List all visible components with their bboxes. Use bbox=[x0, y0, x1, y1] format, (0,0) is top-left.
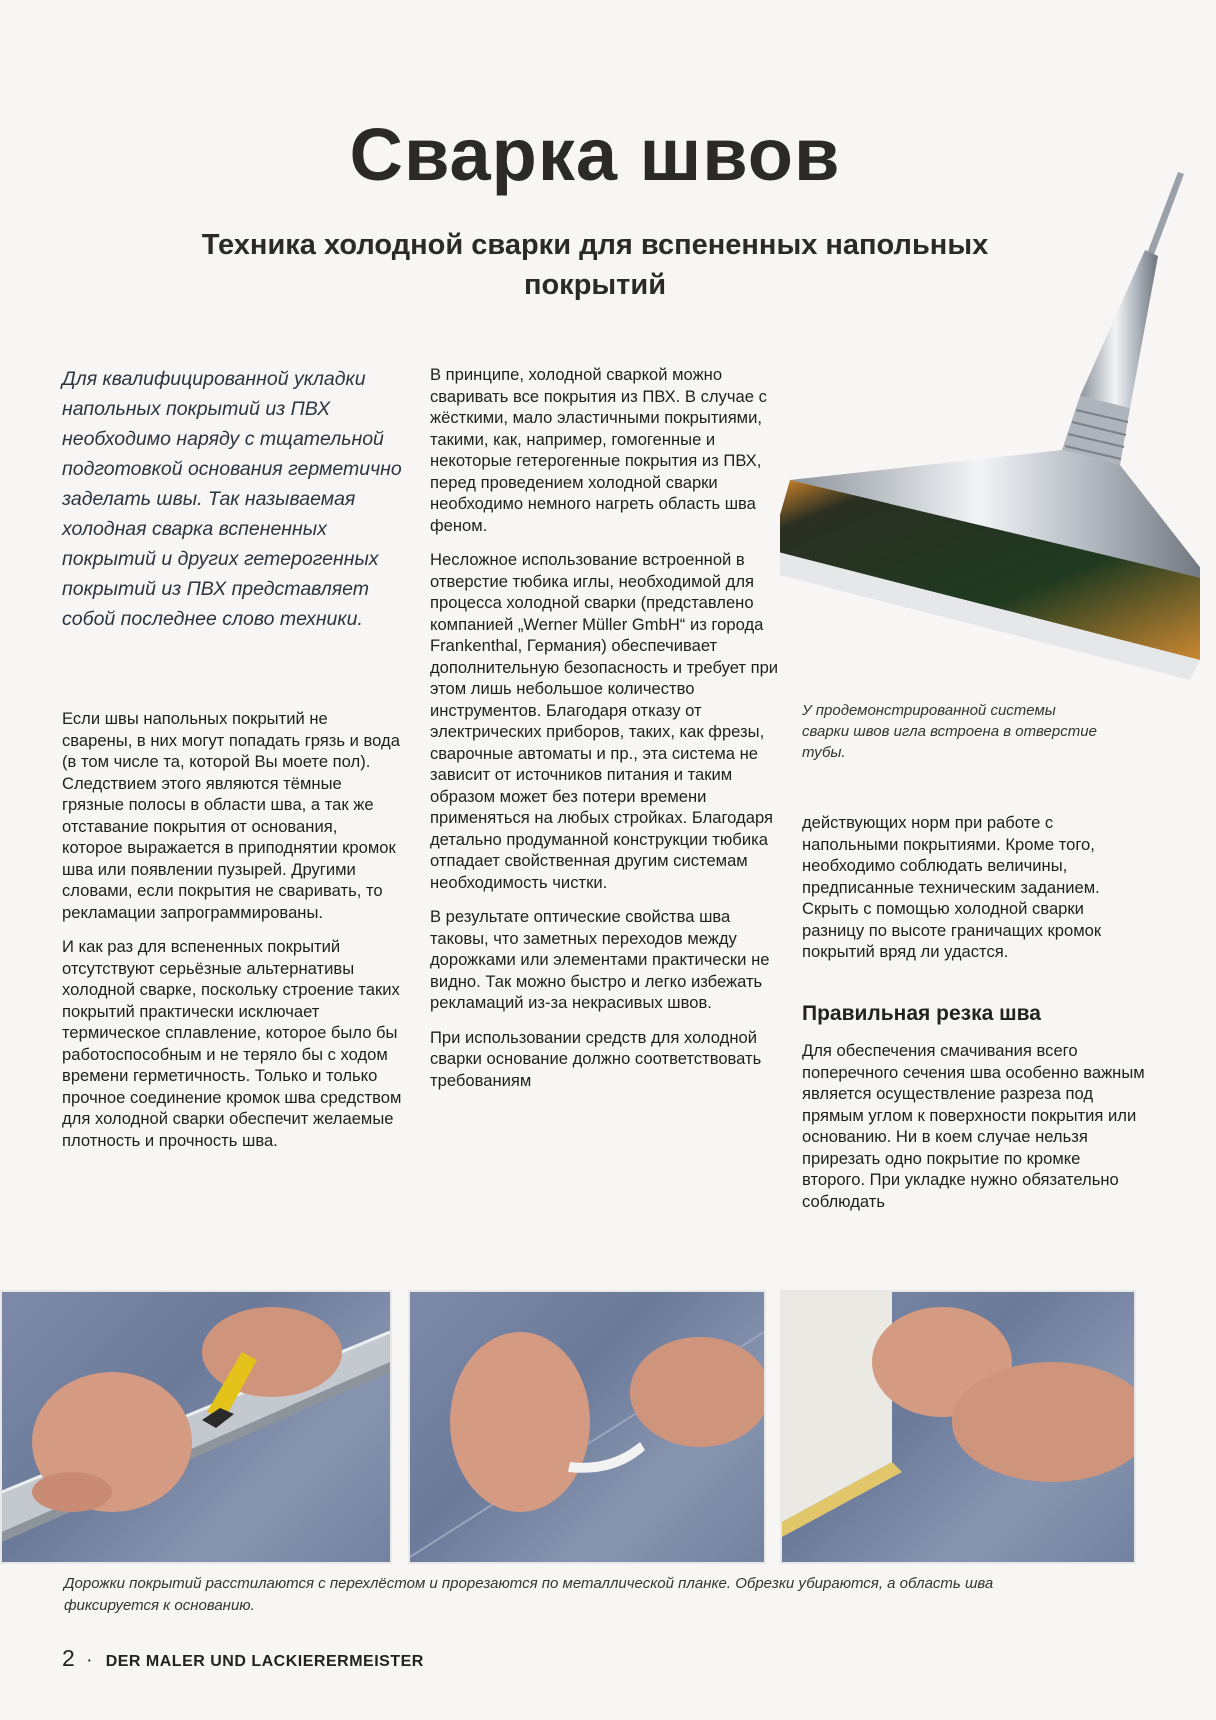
paragraph: В результате оптические свойства шва таковы, что заметных переходов между дорожками или элементами практически не видно. Так можно быстро и легко избежать рекламаций из-за некрасивых швов. bbox=[430, 907, 770, 1012]
paragraph: При использовании средств для холодной сварки основание должно соответствовать требованиям bbox=[430, 1027, 762, 1090]
magazine-name: DER MALER UND LACKIERERMEISTER bbox=[105, 1653, 424, 1670]
tube-needle-image bbox=[780, 160, 1200, 720]
cutting-illustration bbox=[2, 1292, 390, 1562]
tube-needle-illustration bbox=[780, 160, 1200, 720]
page-footer bbox=[62, 1645, 424, 1672]
column-1 bbox=[62, 708, 402, 1164]
photo-fixing-seam bbox=[780, 1290, 1136, 1564]
photo-removing-offcut bbox=[408, 1290, 766, 1564]
paragraph: В принципе, холодной сваркой можно сваривать все покрытия из ПВХ. В случае с жёсткими, мало эластичными покрытиями, такими, как, например, гомогенные и некоторые гетерогенные покрытия из ПВХ, перед проведением холодной сварки необходимо немного нагреть область шва феном. bbox=[430, 365, 767, 535]
photo-cutting-seam bbox=[0, 1290, 392, 1564]
footer-separator: · bbox=[86, 1650, 93, 1671]
page-subtitle: Техника холодной сварки для вспененных напольных покрытий bbox=[201, 229, 989, 301]
paragraph: Если швы напольных покрытий не сварены, в них могут попадать грязь и вода (в том числе та, которой Вы моете пол). Следствием этого являются тёмные грязные полосы в области шва, а так же отставание покрытия от основания, которое выражается в приподнятии кромок шва или появлении пузырей. Другими словами, если покрытия не сваривать, то рекламации запрограммированы. bbox=[62, 709, 400, 922]
column-3 bbox=[802, 812, 1147, 976]
lead-paragraph: Для квалифицированной укладки напольных покрытий из ПВХ необходимо наряду с тщательной подготовкой основания герметично заделать швы. Так называемая холодная сварка вспененных покрытий и других гетерогенных покрытий из ПВХ представляет собой последнее слово техники. bbox=[62, 368, 402, 630]
column-2 bbox=[430, 364, 780, 1104]
fixing-seam-illustration bbox=[782, 1292, 1134, 1562]
removing-offcut-illustration bbox=[410, 1292, 764, 1562]
section-text bbox=[802, 1040, 1147, 1225]
page-title: Сварка швов bbox=[349, 113, 841, 196]
paragraph: И как раз для вспененных покрытий отсутствуют серьёзные альтернативы холодной сварке, поскольку строение таких покрытий практически исключает термическое сплавление, которое было бы работоспособным и не теряло бы с ходом времени герметичность. Только и только прочное соединение кромок шва средством для холодной сварки обеспечит желаемые плотность и прочность шва. bbox=[62, 937, 402, 1150]
paragraph: Несложное использование встроенной в отверстие тюбика иглы, необходимой для процесса холодной сварки (представлено компанией „Werner Müller GmbH“ из города Frankenthal, Германия) обеспечивает дополнительную безопасность и требует при этом лишь небольшое количество инструментов. Благодаря отказу от электрических приборов, таких, как фрезы, сварочные автоматы и пр., эта система не зависит от источников питания и таким образом может без потери времени применяться на любых стройках. Благодаря детально продуманной конструкции тюбика отпадает свойственная другим системам необходимость чистки. bbox=[430, 550, 779, 892]
page-number: 2 bbox=[62, 1645, 75, 1671]
paragraph: действующих норм при работе с напольными покрытиями. Кроме того, необходимо соблюдать величины, предписанные техническим заданием. Скрыть с помощью холодной сварки разницу по высоте граничащих кромок покрытий вряд ли удастся. bbox=[802, 813, 1102, 961]
photo-caption: Дорожки покрытий расстилаются с перехлёстом и прорезаются по металлической планке. Обрезки убираются, а область шва фиксируется к основанию. bbox=[64, 1575, 994, 1614]
paragraph: Для обеспечения смачивания всего поперечного сечения шва особенно важным является осуществление разреза под прямым углом к поверхности покрытия или основанию. Ни в коем случае нельзя прирезать одно покрытие по кромке второго. При укладке нужно обязательно соблюдать bbox=[802, 1041, 1145, 1211]
tube-image-caption: У продемонстрированной системы сварки швов игла встроена в отверстие тубы. bbox=[802, 702, 1097, 761]
section-heading: Правильная резка шва bbox=[802, 1002, 1041, 1025]
